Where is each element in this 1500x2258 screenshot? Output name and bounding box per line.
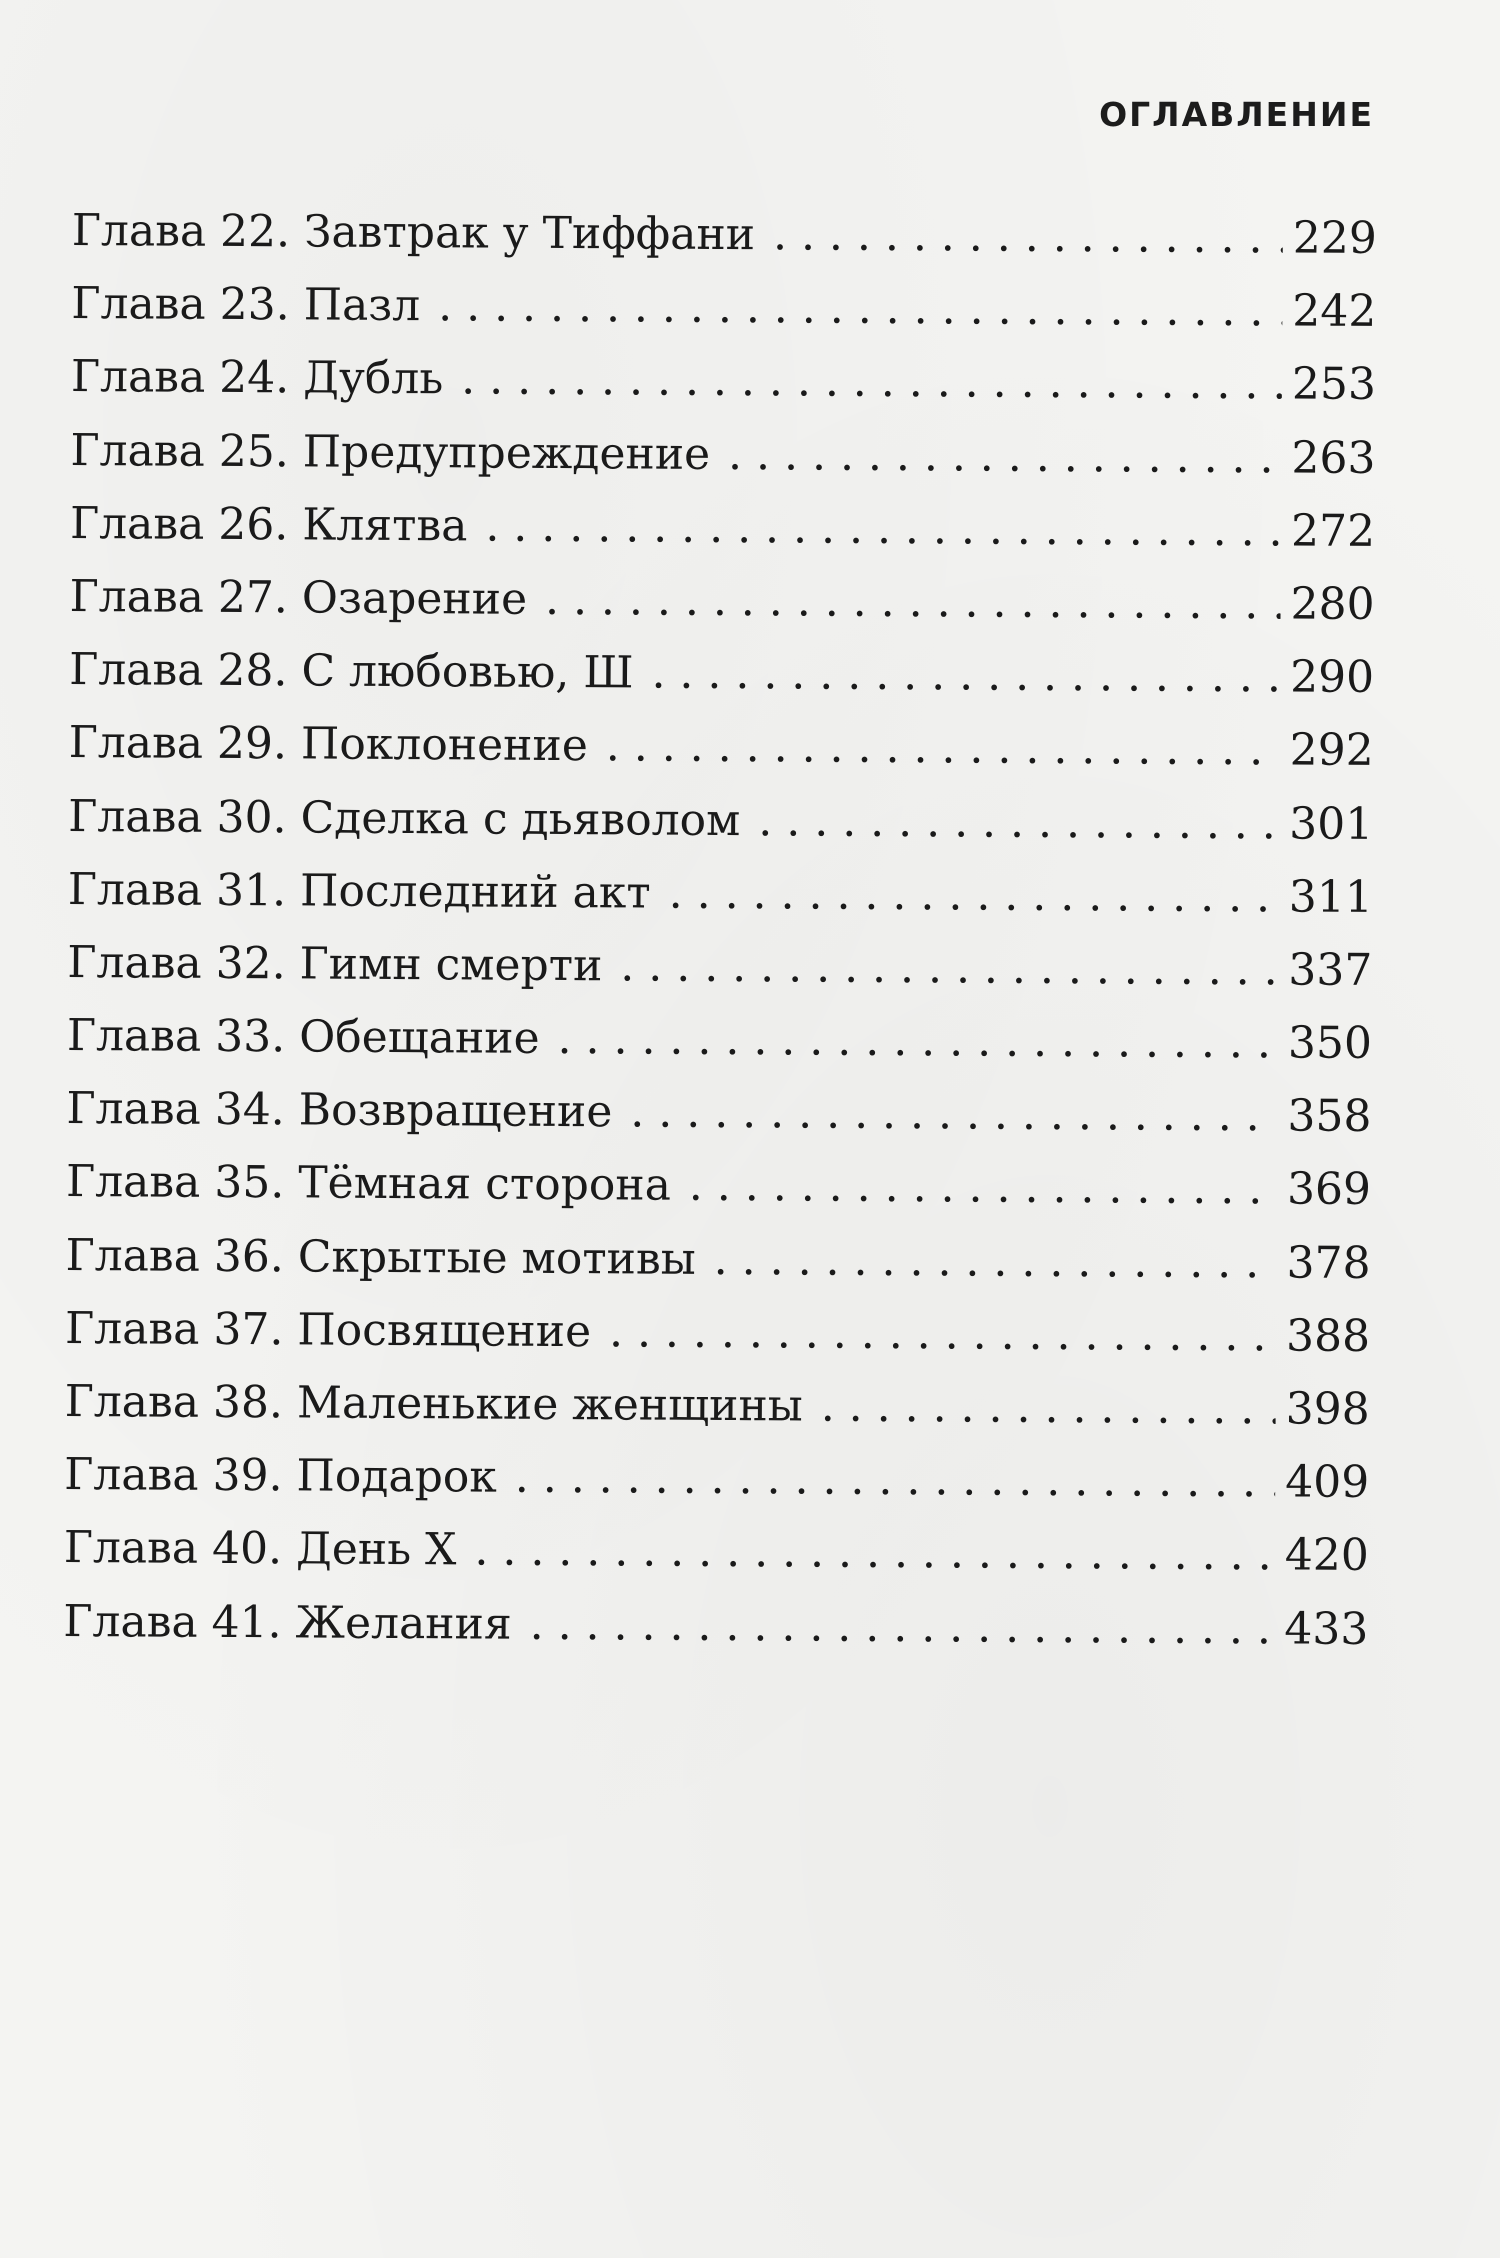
dot-leader [728, 429, 1282, 483]
toc-entry [70, 425, 1375, 506]
toc-entry-page: 337 [1288, 944, 1373, 996]
dot-leader [758, 795, 1279, 849]
toc-entry-title: Глава 34. Возвращение [66, 1083, 613, 1138]
dot-leader [461, 354, 1282, 410]
toc-entry-page: 350 [1287, 1017, 1373, 1070]
toc-entry [64, 1449, 1369, 1530]
toc-entry [63, 1596, 1368, 1677]
toc-entry-page: 420 [1284, 1529, 1369, 1582]
toc-entry [66, 1083, 1371, 1164]
dot-leader [474, 1525, 1275, 1581]
toc-entry-title: Глава 37. Посвящение [64, 1302, 592, 1358]
toc-entry [67, 1010, 1372, 1091]
dot-leader [606, 721, 1280, 776]
toc-entry-page: 290 [1289, 651, 1375, 704]
toc-entry [68, 864, 1373, 945]
dot-leader [438, 280, 1282, 336]
toc-entry [72, 205, 1377, 286]
toc-entry-page: 301 [1289, 797, 1374, 850]
toc-entry-page: 253 [1291, 358, 1377, 411]
toc-entry [67, 937, 1372, 1018]
dot-leader [515, 1452, 1276, 1508]
dot-leader [620, 940, 1278, 995]
toc-entry-page: 388 [1285, 1310, 1371, 1362]
toc-entry-page: 311 [1288, 871, 1373, 923]
toc-entry [65, 1230, 1370, 1311]
dot-leader [689, 1160, 1277, 1215]
toc-entry-page: 369 [1286, 1163, 1372, 1216]
toc-entry [64, 1522, 1369, 1603]
dot-leader [821, 1381, 1276, 1435]
toc-entry [71, 351, 1376, 432]
toc-entry-title: Глава 26. Клятва [69, 497, 468, 552]
toc-entry [65, 1303, 1370, 1384]
dot-leader [530, 1598, 1275, 1654]
toc-entry [66, 1156, 1371, 1237]
toc-entry-title: Глава 25. Предупреждение [70, 424, 711, 480]
toc-entry [64, 1376, 1369, 1457]
dot-leader [714, 1234, 1277, 1288]
toc-entry-page: 378 [1286, 1237, 1371, 1289]
toc-entry [71, 278, 1376, 359]
toc-entry-title: Глава 31. Последний акт [67, 863, 651, 919]
toc-entry-page: 229 [1292, 212, 1377, 264]
toc-entry-title: Глава 32. Гимн смерти [67, 936, 603, 992]
toc-entry [68, 790, 1373, 871]
toc-entry-title: Глава 33. Обещание [66, 1010, 540, 1064]
dot-leader [651, 648, 1280, 703]
dot-leader [557, 1013, 1278, 1068]
toc-entry-page: 242 [1292, 285, 1377, 338]
toc-entry-title: Глава 36. Скрытые мотивы [65, 1229, 696, 1285]
toc-entry-page: 409 [1285, 1456, 1370, 1509]
running-head: ОГЛАВЛЕНИЕ [1099, 95, 1374, 134]
toc-entry-page: 280 [1290, 578, 1375, 630]
dot-leader [545, 574, 1281, 629]
toc-entry-title: Глава 41. Желания [63, 1595, 512, 1650]
toc-entry [68, 717, 1373, 798]
toc-entry-page: 272 [1290, 505, 1376, 557]
toc-entry [69, 571, 1374, 652]
toc-entry-page: 433 [1284, 1602, 1369, 1655]
dot-leader [669, 867, 1279, 922]
toc-entry-title: Глава 35. Тёмная сторона [65, 1156, 672, 1212]
toc-entry-title: Глава 28. С любовью, Ш [69, 644, 634, 699]
table-of-contents [63, 205, 1377, 1677]
toc-entry [70, 498, 1375, 579]
toc-entry-title: Глава 30. Сделка с дьяволом [68, 790, 741, 846]
dot-leader [609, 1306, 1276, 1361]
dot-leader [485, 500, 1281, 556]
toc-entry-page: 358 [1287, 1090, 1372, 1143]
dot-leader [630, 1087, 1277, 1142]
toc-entry-page: 398 [1285, 1383, 1370, 1435]
toc-entry-title: Глава 27. Озарение [69, 570, 528, 625]
toc-entry-title: Глава 23. Пазл [71, 278, 421, 332]
toc-entry-title: Глава 29. Поклонение [68, 717, 589, 772]
toc-entry [69, 644, 1374, 725]
toc-entry-title: Глава 38. Маленькие женщины [64, 1375, 803, 1432]
toc-entry-title: Глава 40. День Х [63, 1522, 457, 1576]
toc-entry-title: Глава 39. Подарок [64, 1449, 498, 1503]
toc-entry-page: 263 [1291, 432, 1376, 484]
dot-leader [773, 209, 1283, 263]
toc-entry-title: Глава 22. Завтрак у Тиффани [71, 205, 756, 261]
toc-entry-page: 292 [1289, 724, 1374, 777]
toc-entry-title: Глава 24. Дубль [70, 351, 444, 405]
